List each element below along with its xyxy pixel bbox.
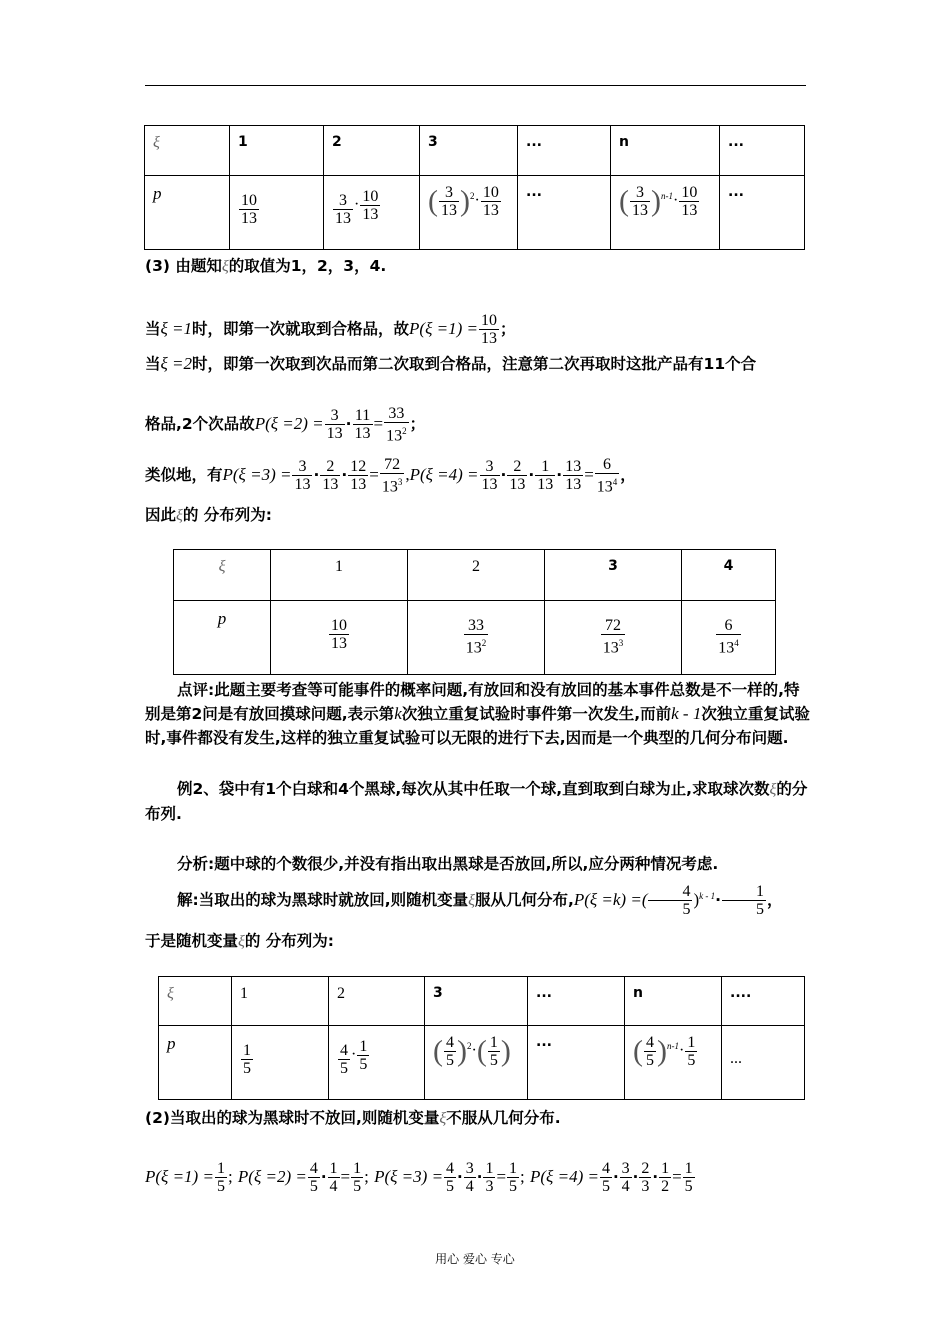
table-cell: $\frac{72}{13^3}$ (545, 601, 682, 675)
table-cell: ... (528, 1026, 625, 1100)
table-cell: ... (518, 176, 611, 250)
table-cell: 2 (324, 126, 420, 176)
paragraph: 点评:此题主要考查等可能事件的概率问题,有放回和没有放回的基本事件总数是不一样的,特别是第2问是有放回摸球问题,表示第k次独立重复试验时事件第一次发生,而前k - 1次独立重复试验时,事件都没有发生,这样的独立重复试验可以无限的进行下去,因而是一个典型的几何分布问题. (145, 681, 810, 747)
table-cell: .... (722, 977, 805, 1026)
paragraph: 因此ξ的 分布列为: (145, 506, 272, 524)
table-cell: 1 (271, 550, 408, 601)
table-cell: ξ (145, 126, 230, 176)
table-cell: 3 (420, 126, 518, 176)
table-cell: ( $\frac{4}{5}$ )$^{n-1}$· $\frac{1}{5}$ (625, 1026, 722, 1100)
table-cell: ξ (159, 977, 232, 1026)
distribution-table-1 (144, 125, 805, 250)
paragraph: 格品,2个次品故P(ξ =2) = $\frac{3}{13}$ · $\frac{11}{13}$ = $\frac{33}{13^2}$ ； (145, 405, 426, 445)
table-cell: ( $\frac{3}{13}$ )$^2$· $\frac{10}{13}$ (420, 176, 518, 250)
paragraph: 当ξ =1时，即第一次就取到合格品，故P(ξ =1) = $\frac{10}{13}$ ； (145, 312, 516, 347)
table-cell: p (145, 176, 230, 250)
table-cell: ( $\frac{3}{13}$ )$^{n-1}$· $\frac{10}{13}$ (611, 176, 720, 250)
table-cell: 3 (425, 977, 528, 1026)
formula-line: P(ξ =1) = $\frac{1}{5}$ ; P(ξ =2) = $\frac{4}{5}$ · $\frac{1}{4}$ = $\frac{1}{5}$ ; P(ξ =3) = $\frac{4}{5}$ · $\frac{3}{4}$ · $\frac{1}{3}$ = $\frac{1}{5}$ ; P(ξ =4) = $\frac{4}{5}$ · $\frac{3}{4}$ · $\frac{2}{3}$ · $\frac{1}{2}$ = $\frac{1}{5}$ (145, 1160, 693, 1195)
table-cell: $\frac{33}{13^2}$ (408, 601, 545, 675)
distribution-table-3 (158, 976, 805, 1100)
paragraph: 分析:题中球的个数很少,并没有指出取出黑球是否放回,所以,应分两种情况考虑. (177, 855, 719, 873)
paragraph: 解:当取出的球为黑球时就放回,则随机变量ξ服从几何分布,P(ξ =k) =( $\frac{4}{5}$ )$^{k - 1}$· $\frac{1}{5}$ ， (177, 883, 783, 918)
paragraph: 例2、袋中有1个白球和4个黑球,每次从其中任取一个球,直到取到白球为止,求取球次数ξ的分布列. (145, 780, 808, 823)
table-cell: ... (720, 176, 805, 250)
table-cell: 2 (408, 550, 545, 601)
table-cell: 2 (329, 977, 425, 1026)
paragraph: (2)当取出的球为黑球时不放回,则随机变量ξ不服从几何分布. (145, 1109, 561, 1127)
table-cell: ... (528, 977, 625, 1026)
table-cell: $\frac{10}{13}$ (230, 176, 324, 250)
header-rule (145, 85, 806, 86)
table-cell: n (611, 126, 720, 176)
table-cell: p (174, 601, 271, 675)
table-cell: ... (720, 126, 805, 176)
paragraph: (3) 由题知ξ的取值为1，2，3，4. (145, 257, 387, 275)
table-cell: 1 (230, 126, 324, 176)
table-cell: 4 (682, 550, 776, 601)
table-cell: $\frac{10}{13}$ (271, 601, 408, 675)
paragraph: 当ξ =2时，即第一次取到次品而第二次取到合格品，注意第二次再取时这批产品有11个合 (145, 354, 757, 373)
table-cell: 3 (545, 550, 682, 601)
paragraph: 于是随机变量ξ的 分布列为: (145, 932, 334, 950)
table-cell: $\frac{3}{13}$ · $\frac{10}{13}$ (324, 176, 420, 250)
table-cell: p (159, 1026, 232, 1100)
table-cell: 1 (232, 977, 329, 1026)
paragraph: 类似地，有P(ξ =3) = $\frac{3}{13}$ · $\frac{2}{13}$ · $\frac{12}{13}$ = $\frac{72}{13^3}$ ,P(ξ =4) = $\frac{3}{13}$ · $\frac{2}{13}$ · $\frac{1}{13}$ · $\frac{13}{13}$ = $\frac{6}{13^4}$ ， (145, 456, 636, 496)
table-cell: ... (722, 1026, 805, 1100)
page-footer: 用心 爱心 专心 (435, 1252, 515, 1266)
table-cell: ξ (174, 550, 271, 601)
table-cell: $\frac{4}{5}$ · $\frac{1}{5}$ (329, 1026, 425, 1100)
table-cell: $\frac{1}{5}$ (232, 1026, 329, 1100)
table-cell: ... (518, 126, 611, 176)
table-cell: n (625, 977, 722, 1026)
table-cell: ( $\frac{4}{5}$ )$^2$·( $\frac{1}{5}$ ) (425, 1026, 528, 1100)
distribution-table-2 (173, 549, 776, 675)
table-cell: $\frac{6}{13^4}$ (682, 601, 776, 675)
